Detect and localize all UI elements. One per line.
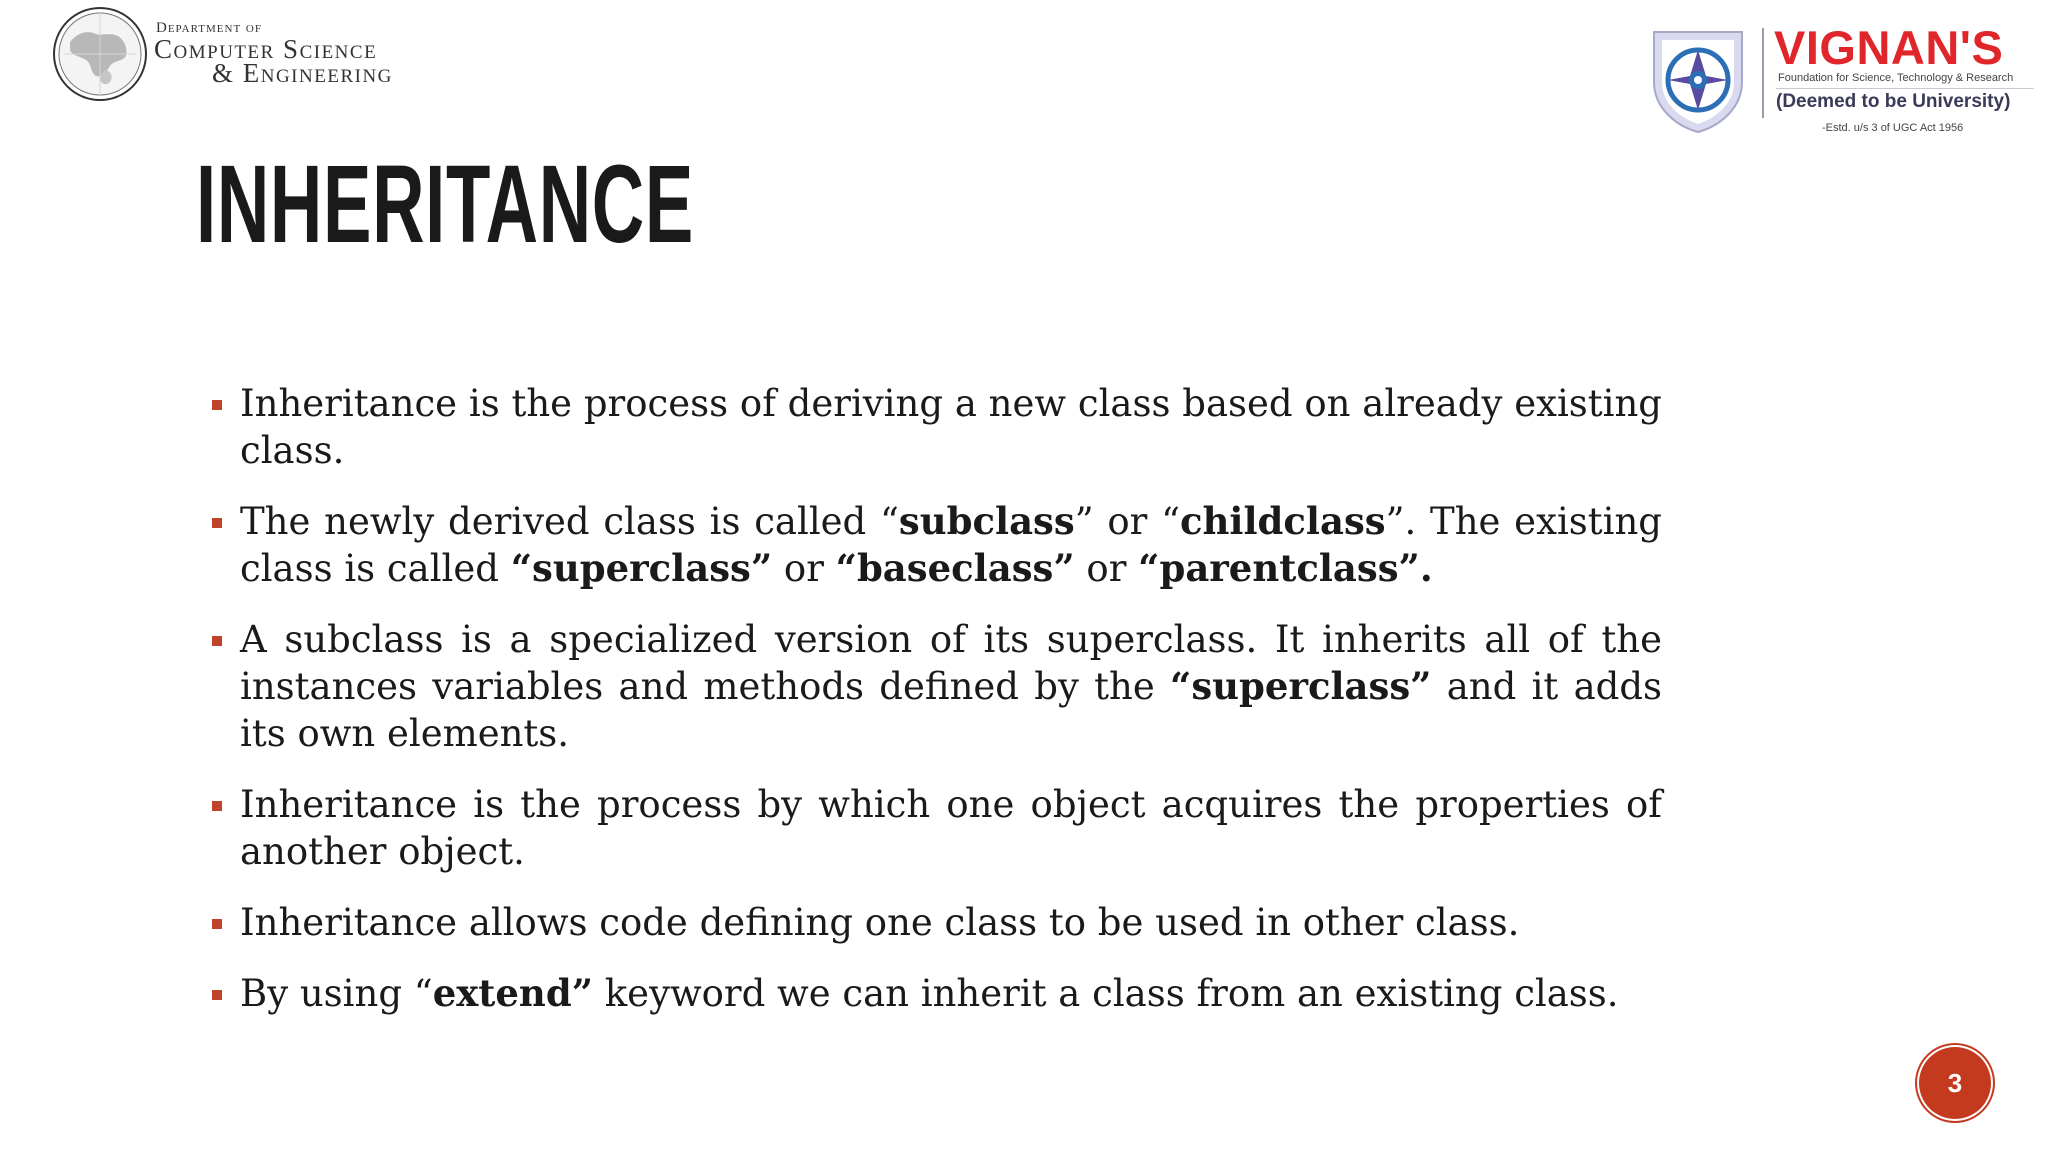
bullet-marker-icon (212, 636, 222, 646)
bullet-text: Inheritance allows code defining one class to be used in other class. (240, 901, 1520, 944)
bullet-item (212, 498, 1662, 592)
bullet-text: A subclass is a specialized version of its superclass. It inherits all of the instances variables and methods defined by the (240, 618, 1662, 708)
department-logo (52, 6, 442, 106)
department-name-line1: Computer Science (154, 34, 378, 64)
bullet-text-bold: subclass (898, 499, 1075, 543)
university-established: -Estd. u/s 3 of UGC Act 1956 (1822, 122, 1964, 134)
bullet-marker-icon (212, 518, 222, 528)
logo-divider (1762, 28, 1764, 118)
bullet-text: and it adds its own elements. (240, 665, 1663, 755)
bullet-marker-icon (212, 990, 222, 1000)
bullet-marker-icon (212, 919, 222, 929)
page-number-badge (1919, 1047, 1991, 1119)
department-label: Department of (156, 20, 262, 36)
bullet-text-bold: “superclass” (510, 546, 773, 590)
bullet-text: or (1074, 547, 1139, 590)
bullet-text: Inheritance is the process by which one object acquires the properties of another object. (240, 783, 1662, 873)
bullet-text: Inheritance is the process of deriving a new class based on already existing class. (240, 382, 1662, 472)
bullet-item (212, 616, 1662, 757)
bullet-text: ” or “ (1074, 500, 1180, 543)
bullet-marker-icon (212, 400, 222, 410)
bullet-text: By using “ (240, 972, 433, 1015)
bullet-marker-icon (212, 801, 222, 811)
bullet-item (212, 899, 1662, 946)
university-name: VIGNAN'S (1774, 21, 2004, 74)
department-name-line2: & Engineering (212, 58, 393, 88)
bullet-text-bold: “baseclass” (835, 546, 1075, 590)
bullet-text-bold: childclass (1179, 499, 1386, 543)
university-rule (1776, 88, 2034, 89)
bullet-text-bold: “superclass” (1170, 664, 1432, 708)
bullet-text-bold: extend” (432, 971, 593, 1015)
bullet-list (212, 380, 1662, 1041)
bullet-text: ”. The existing class is called (240, 500, 1662, 590)
bullet-text-bold: “parentclass”. (1138, 546, 1433, 590)
bullet-item (212, 781, 1662, 875)
bullet-text: keyword we can inherit a class from an existing class. (593, 972, 1619, 1015)
university-subtitle: Foundation for Science, Technology & Research (1778, 72, 2014, 84)
university-logo (1640, 22, 2040, 142)
crest-icon (1648, 26, 1748, 136)
page-number: 3 (1947, 1068, 1963, 1098)
bullet-item (212, 380, 1662, 474)
university-deemed: (Deemed to be University) (1776, 91, 2011, 112)
bullet-text: or (772, 547, 836, 590)
bullet-text: The newly derived class is called “ (240, 500, 899, 543)
bullet-item (212, 970, 1662, 1017)
slide-title: INHERITANCE (196, 143, 694, 266)
globe-icon (52, 6, 148, 102)
